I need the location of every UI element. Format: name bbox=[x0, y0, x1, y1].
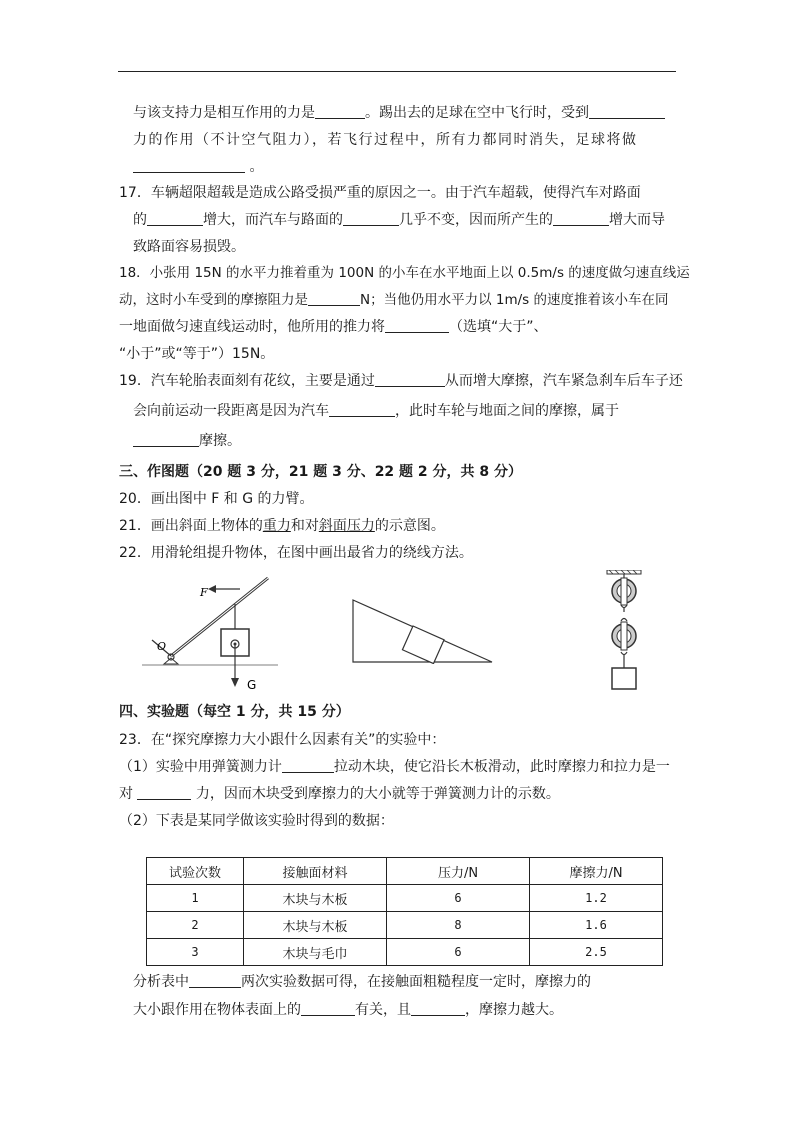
q18-text-a2: 一地面做匀速直线运动时，他所用的推力将 bbox=[119, 319, 385, 335]
table-cell: 1 bbox=[147, 885, 244, 912]
section4-heading: 四、实验题（每空 1 分，共 15 分） bbox=[119, 704, 350, 720]
data-table bbox=[146, 857, 663, 966]
analysis-line1 bbox=[133, 973, 591, 991]
q18-line2 bbox=[119, 291, 669, 309]
q21-underlined-pressure: 斜面压力 bbox=[318, 518, 375, 534]
q19-line3 bbox=[133, 432, 241, 450]
table-row bbox=[147, 912, 663, 939]
table-header: 摩擦力/N bbox=[530, 858, 663, 885]
q21-text-b: 和对 bbox=[290, 518, 319, 534]
lever-figure bbox=[140, 572, 280, 692]
q16-text-b: 。踢出去的足球在空中飞行时，受到 bbox=[365, 105, 589, 121]
answer-blank bbox=[301, 1002, 355, 1016]
header-rule bbox=[118, 71, 676, 72]
q16-line1 bbox=[133, 104, 665, 122]
answer-blank bbox=[343, 212, 399, 226]
label-o: O bbox=[157, 640, 167, 653]
answer-blank bbox=[375, 373, 445, 387]
answer-blank bbox=[329, 403, 395, 417]
q18-text-a: 动，这时小车受到的摩擦阻力是 bbox=[119, 292, 308, 308]
answer-blank bbox=[315, 105, 365, 119]
q19-line1 bbox=[119, 372, 683, 390]
q19-text-d: ，此时车轮与地面之间的摩擦，属于 bbox=[395, 403, 619, 419]
q18-text-b2: （选填“大于”、 bbox=[449, 319, 548, 335]
table-header-row bbox=[147, 858, 663, 885]
table-cell: 木块与毛巾 bbox=[244, 939, 387, 966]
q17-text-c: 几乎不变，因而所产生的 bbox=[399, 212, 553, 228]
q17-text-b: 增大，而汽车与路面的 bbox=[203, 212, 343, 228]
answer-blank bbox=[147, 212, 203, 226]
answer-blank bbox=[133, 433, 199, 447]
answer-blank bbox=[133, 159, 245, 173]
analysis-line2 bbox=[133, 1001, 563, 1019]
q23-p1-text-d: 力，因而木块受到摩擦力的大小就等于弹簧测力计的示数。 bbox=[195, 786, 560, 802]
q17-text-d: 增大而导 bbox=[609, 212, 665, 228]
q19-text-e: 摩擦。 bbox=[199, 433, 241, 449]
label-f: F bbox=[200, 586, 208, 599]
q19-line2 bbox=[133, 402, 619, 420]
hook-icon bbox=[621, 605, 627, 612]
table-cell: 木块与木板 bbox=[244, 912, 387, 939]
force-f-arrowhead bbox=[208, 585, 216, 593]
answer-blank bbox=[385, 319, 449, 333]
q17-line3: 致路面容易损毁。 bbox=[133, 239, 245, 255]
answer-blank bbox=[589, 105, 665, 119]
q18-line4: “小于”或“等于”）15N。 bbox=[119, 346, 275, 362]
q16-end: 。 bbox=[249, 159, 264, 175]
answer-blank bbox=[282, 759, 334, 773]
table-header: 压力/N bbox=[387, 858, 530, 885]
q18-line3 bbox=[119, 318, 548, 336]
analysis-text-d: 有关，且 bbox=[355, 1002, 411, 1018]
answer-blank bbox=[189, 974, 241, 988]
q21-text-c: 的示意图。 bbox=[374, 518, 445, 534]
table-cell: 6 bbox=[387, 939, 530, 966]
table-cell: 1.6 bbox=[530, 912, 663, 939]
q16-line2: 力的作用（不计空气阻力），若飞行过程中，所有力都同时消失，足球将做 bbox=[133, 132, 638, 148]
answer-blank bbox=[411, 1002, 465, 1016]
q17-text-a: 的 bbox=[133, 212, 147, 228]
table-row bbox=[147, 939, 663, 966]
q23-part1-line1 bbox=[119, 758, 670, 776]
q23-part2: （2）下表是某同学做该实验时得到的数据： bbox=[119, 813, 394, 829]
gravity-arrowhead bbox=[231, 678, 239, 687]
table-cell: 8 bbox=[387, 912, 530, 939]
answer-blank bbox=[553, 212, 609, 226]
analysis-text-b: 两次实验数据可得，在接触面粗糙程度一定时，摩擦力的 bbox=[241, 974, 591, 990]
q20-text: 20．画出图中 F 和 G 的力臂。 bbox=[119, 491, 314, 507]
q21-underlined-gravity: 重力 bbox=[262, 518, 291, 534]
q23-text: 23．在“探究摩擦力大小跟什么因素有关”的实验中： bbox=[119, 732, 446, 748]
analysis-text-a: 分析表中 bbox=[133, 974, 189, 990]
q18-text-b: N；当他仍用水平力以 1m/s 的速度推着该小车在同 bbox=[360, 292, 669, 308]
q16-line3 bbox=[133, 158, 263, 176]
q19-text-b: 从而增大摩擦，汽车紧急刹车后车子还 bbox=[444, 373, 683, 389]
q23-p1-text-b: 拉动木块，使它沿长木板滑动，此时摩擦力和拉力是一 bbox=[333, 759, 670, 775]
q18-line1: 18．小张用 15N 的水平力推着重为 100N 的小车在水平地面上以 0.5m/s 的速度做匀速直线运 bbox=[119, 265, 690, 281]
answer-blank bbox=[137, 786, 191, 800]
analysis-text-e: ，摩擦力越大。 bbox=[465, 1002, 563, 1018]
table-cell: 6 bbox=[387, 885, 530, 912]
q19-text-a: 19．汽车轮胎表面刻有花纹，主要是通过 bbox=[119, 373, 375, 389]
q23-p1-text-c: 对 bbox=[119, 786, 133, 802]
table-cell: 木块与木板 bbox=[244, 885, 387, 912]
table-cell: 1.2 bbox=[530, 885, 663, 912]
pulley-figure bbox=[601, 570, 649, 692]
q23-p1-text-a: （1）实验中用弹簧测力计 bbox=[119, 759, 282, 775]
table-cell: 2.5 bbox=[530, 939, 663, 966]
q21-text-a: 21．画出斜面上物体的 bbox=[119, 518, 263, 534]
section3-heading: 三、作图题（20 题 3 分，21 题 3 分、22 题 2 分，共 8 分） bbox=[119, 464, 523, 480]
table-row bbox=[147, 885, 663, 912]
table-cell: 3 bbox=[147, 939, 244, 966]
table-header: 接触面材料 bbox=[244, 858, 387, 885]
incline-figure bbox=[350, 598, 495, 664]
q17-line2 bbox=[133, 211, 665, 229]
table-cell: 2 bbox=[147, 912, 244, 939]
label-g: G bbox=[247, 678, 257, 692]
q22-text: 22．用滑轮组提升物体，在图中画出最省力的绕线方法。 bbox=[119, 545, 473, 561]
answer-blank bbox=[308, 292, 360, 306]
q16-text-a: 与该支持力是相互作用的力是 bbox=[133, 105, 315, 121]
lever-bar-highlight bbox=[171, 578, 268, 656]
q17-line1: 17．车辆超限超载是造成公路受损严重的原因之一。由于汽车超载，使得汽车对路面 bbox=[119, 185, 641, 201]
q23-part1-line2 bbox=[119, 785, 560, 803]
q21-text bbox=[119, 517, 445, 535]
table-header: 试验次数 bbox=[147, 858, 244, 885]
q19-text-c: 会向前运动一段距离是因为汽车 bbox=[133, 403, 329, 419]
pivot-base bbox=[164, 658, 178, 664]
load-block bbox=[612, 668, 636, 689]
analysis-text-c: 大小跟作用在物体表面上的 bbox=[133, 1002, 301, 1018]
